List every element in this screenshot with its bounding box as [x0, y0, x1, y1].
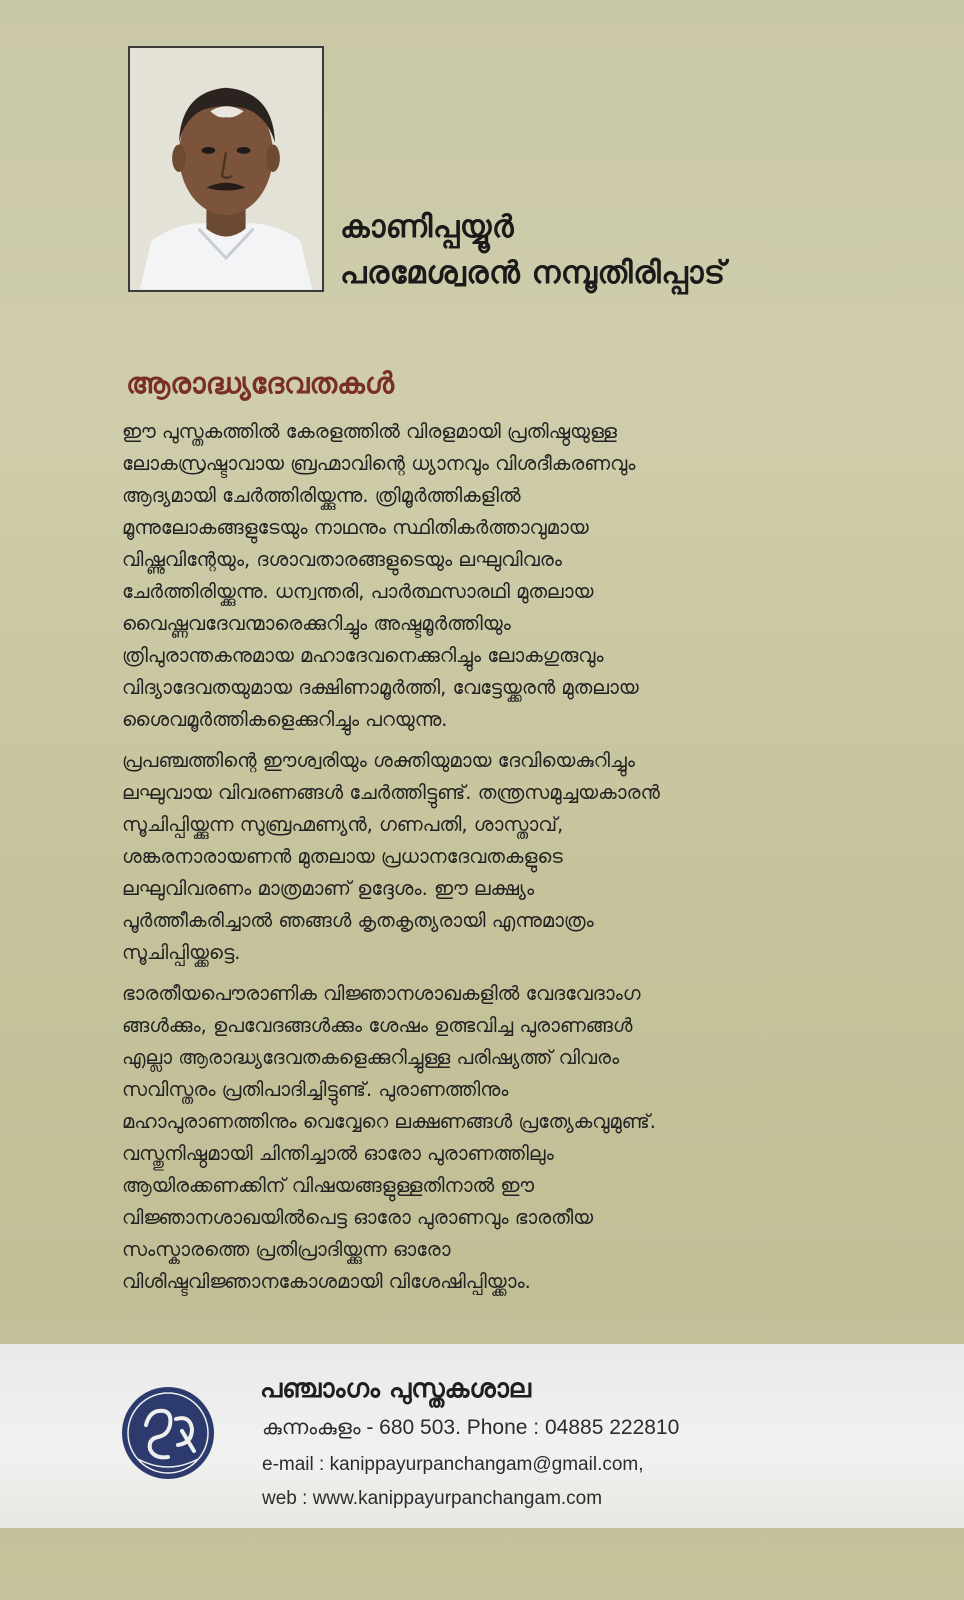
text-line: മൂന്നുലോകങ്ങളുടേയും നാഥനും സ്ഥിതികർത്താവുമായ: [122, 516, 589, 539]
text-line: വിദ്യാദേവതയുമായ ദക്ഷിണാമൂർത്തി, വേട്ടേയ്ക്കരൻ മുതലായ: [122, 676, 639, 699]
author-name-line-2: പരമേശ്വരൻ നമ്പൂതിരിപ്പാട്: [340, 255, 726, 291]
publisher-name: പഞ്ചാംഗം പുസ്തകശാല: [260, 1374, 531, 1404]
author-photo: [128, 46, 324, 292]
publisher-address: കുന്നംകുളം - 680 503. Phone : 04885 222810: [262, 1416, 680, 1439]
text-line: ആയിരക്കണക്കിന് വിഷയങ്ങളുള്ളതിനാൽ ഈ: [122, 1174, 535, 1197]
text-line: ചേർത്തിരിയ്ക്കുന്നു. ധന്വന്തരി, പാർത്ഥസാരഥി മുതലായ: [122, 580, 594, 603]
text-line: സൂചിപ്പിയ്ക്കട്ടെ.: [122, 941, 241, 964]
text-line: സൂചിപ്പിയ്ക്കുന്ന സുബ്രഹ്മണ്യൻ, ഗണപതി, ശാസ്താവ്,: [122, 813, 564, 836]
text-line: ത്രിപുരാന്തകനുമായ മഹാദേവനെക്കുറിച്ചും ലോകഗുരുവും: [122, 644, 604, 667]
text-line: ലോകസ്രഷ്ടാവായ ബ്രഹ്മാവിന്റെ ധ്യാനവും വിശദീകരണവും: [122, 452, 636, 475]
book-title: ആരാദ്ധ്യദേവതകൾ: [126, 366, 394, 400]
text-line: പൂർത്തീകരിച്ചാൽ ഞങ്ങൾ കൃതകൃത്യരായി എന്നുമാത്രം: [122, 909, 594, 932]
blurb-text: [122, 416, 892, 1307]
text-line: ആദ്യമായി ചേർത്തിരിയ്ക്കുന്നു. ത്രിമൂർത്തികളിൽ: [122, 484, 521, 507]
blurb-paragraph-1: [122, 416, 892, 736]
author-name: [340, 204, 726, 296]
text-line: പ്രപഞ്ചത്തിന്റെ ഈശ്വരിയും ശക്തിയുമായ ദേവിയെകുറിച്ചും: [122, 749, 635, 772]
text-line: വിശിഷ്ടവിജ്ഞാനകോശമായി വിശേഷിപ്പിയ്ക്കാം.: [122, 1270, 531, 1293]
text-line: ശങ്കരനാരായണൻ മുതലായ പ്രധാനദേവതകളുടെ: [122, 845, 563, 868]
text-line: എല്ലാ ആരാദ്ധ്യദേവതകളെക്കുറിച്ചുള്ള പരിഷ്യത്ത് വിവരം: [122, 1046, 620, 1069]
blurb-paragraph-2: [122, 745, 892, 969]
text-line: ലഘുവിവരണം മാത്രമാണ് ഉദ്ദേശം. ഈ ലക്ഷ്യം: [122, 877, 535, 900]
text-line: വിജ്ഞാനശാഖയിൽപെട്ട ഓരോ പുരാണവും ഭാരതീയ: [122, 1206, 594, 1229]
blurb-paragraph-3: [122, 978, 892, 1298]
text-line: ശൈവമൂർത്തികളെക്കുറിച്ചും പറയുന്നു.: [122, 708, 448, 731]
publisher-web: web : www.kanippayurpanchangam.com: [262, 1488, 603, 1509]
author-name-line-1: കാണിപ്പയ്യൂർ: [340, 209, 515, 245]
text-line: സവിസ്തരം പ്രതിപാദിച്ചിട്ടുണ്ട്. പുരാണത്തിനും: [122, 1078, 509, 1101]
publisher-logo-icon: [120, 1385, 216, 1481]
text-line: ഭാരതീയപൌരാണിക വിജ്ഞാനശാഖകളിൽ വേദവേദാംഗ: [122, 982, 641, 1005]
text-line: വിഷ്ണുവിന്റേയും, ദശാവതാരങ്ങളുടെയും ലഘുവിവരം: [122, 548, 562, 571]
text-line: മഹാപുരാണത്തിനും വെവ്വേറെ ലക്ഷണങ്ങൾ പ്രത്യേകവുമുണ്ട്.: [122, 1110, 656, 1133]
text-line: ഈ പുസ്തകത്തിൽ കേരളത്തിൽ വിരളമായി പ്രതിഷ്ഠയുള്ള: [122, 420, 617, 443]
publisher-email: e-mail : kanippayurpanchangam@gmail.com,: [262, 1454, 644, 1475]
text-line: ങ്ങൾക്കും, ഉപവേദങ്ങൾക്കും ശേഷം ഉത്ഭവിച്ച പുരാണങ്ങൾ: [122, 1014, 633, 1037]
text-line: ലഘുവായ വിവരണങ്ങൾ ചേർത്തിട്ടുണ്ട്. തന്ത്രസമുച്ചയകാരൻ: [122, 781, 660, 804]
text-line: വൈഷ്ണവദേവന്മാരെക്കുറിച്ചും അഷ്ടമൂർത്തിയും: [122, 612, 511, 635]
text-line: സംസ്കാരത്തെ പ്രതിപ്രാദിയ്ക്കുന്ന ഓരോ: [122, 1238, 451, 1261]
text-line: വസ്തുനിഷ്ഠമായി ചിന്തിച്ചാൽ ഓരോ പുരാണത്തിലും: [122, 1142, 554, 1165]
